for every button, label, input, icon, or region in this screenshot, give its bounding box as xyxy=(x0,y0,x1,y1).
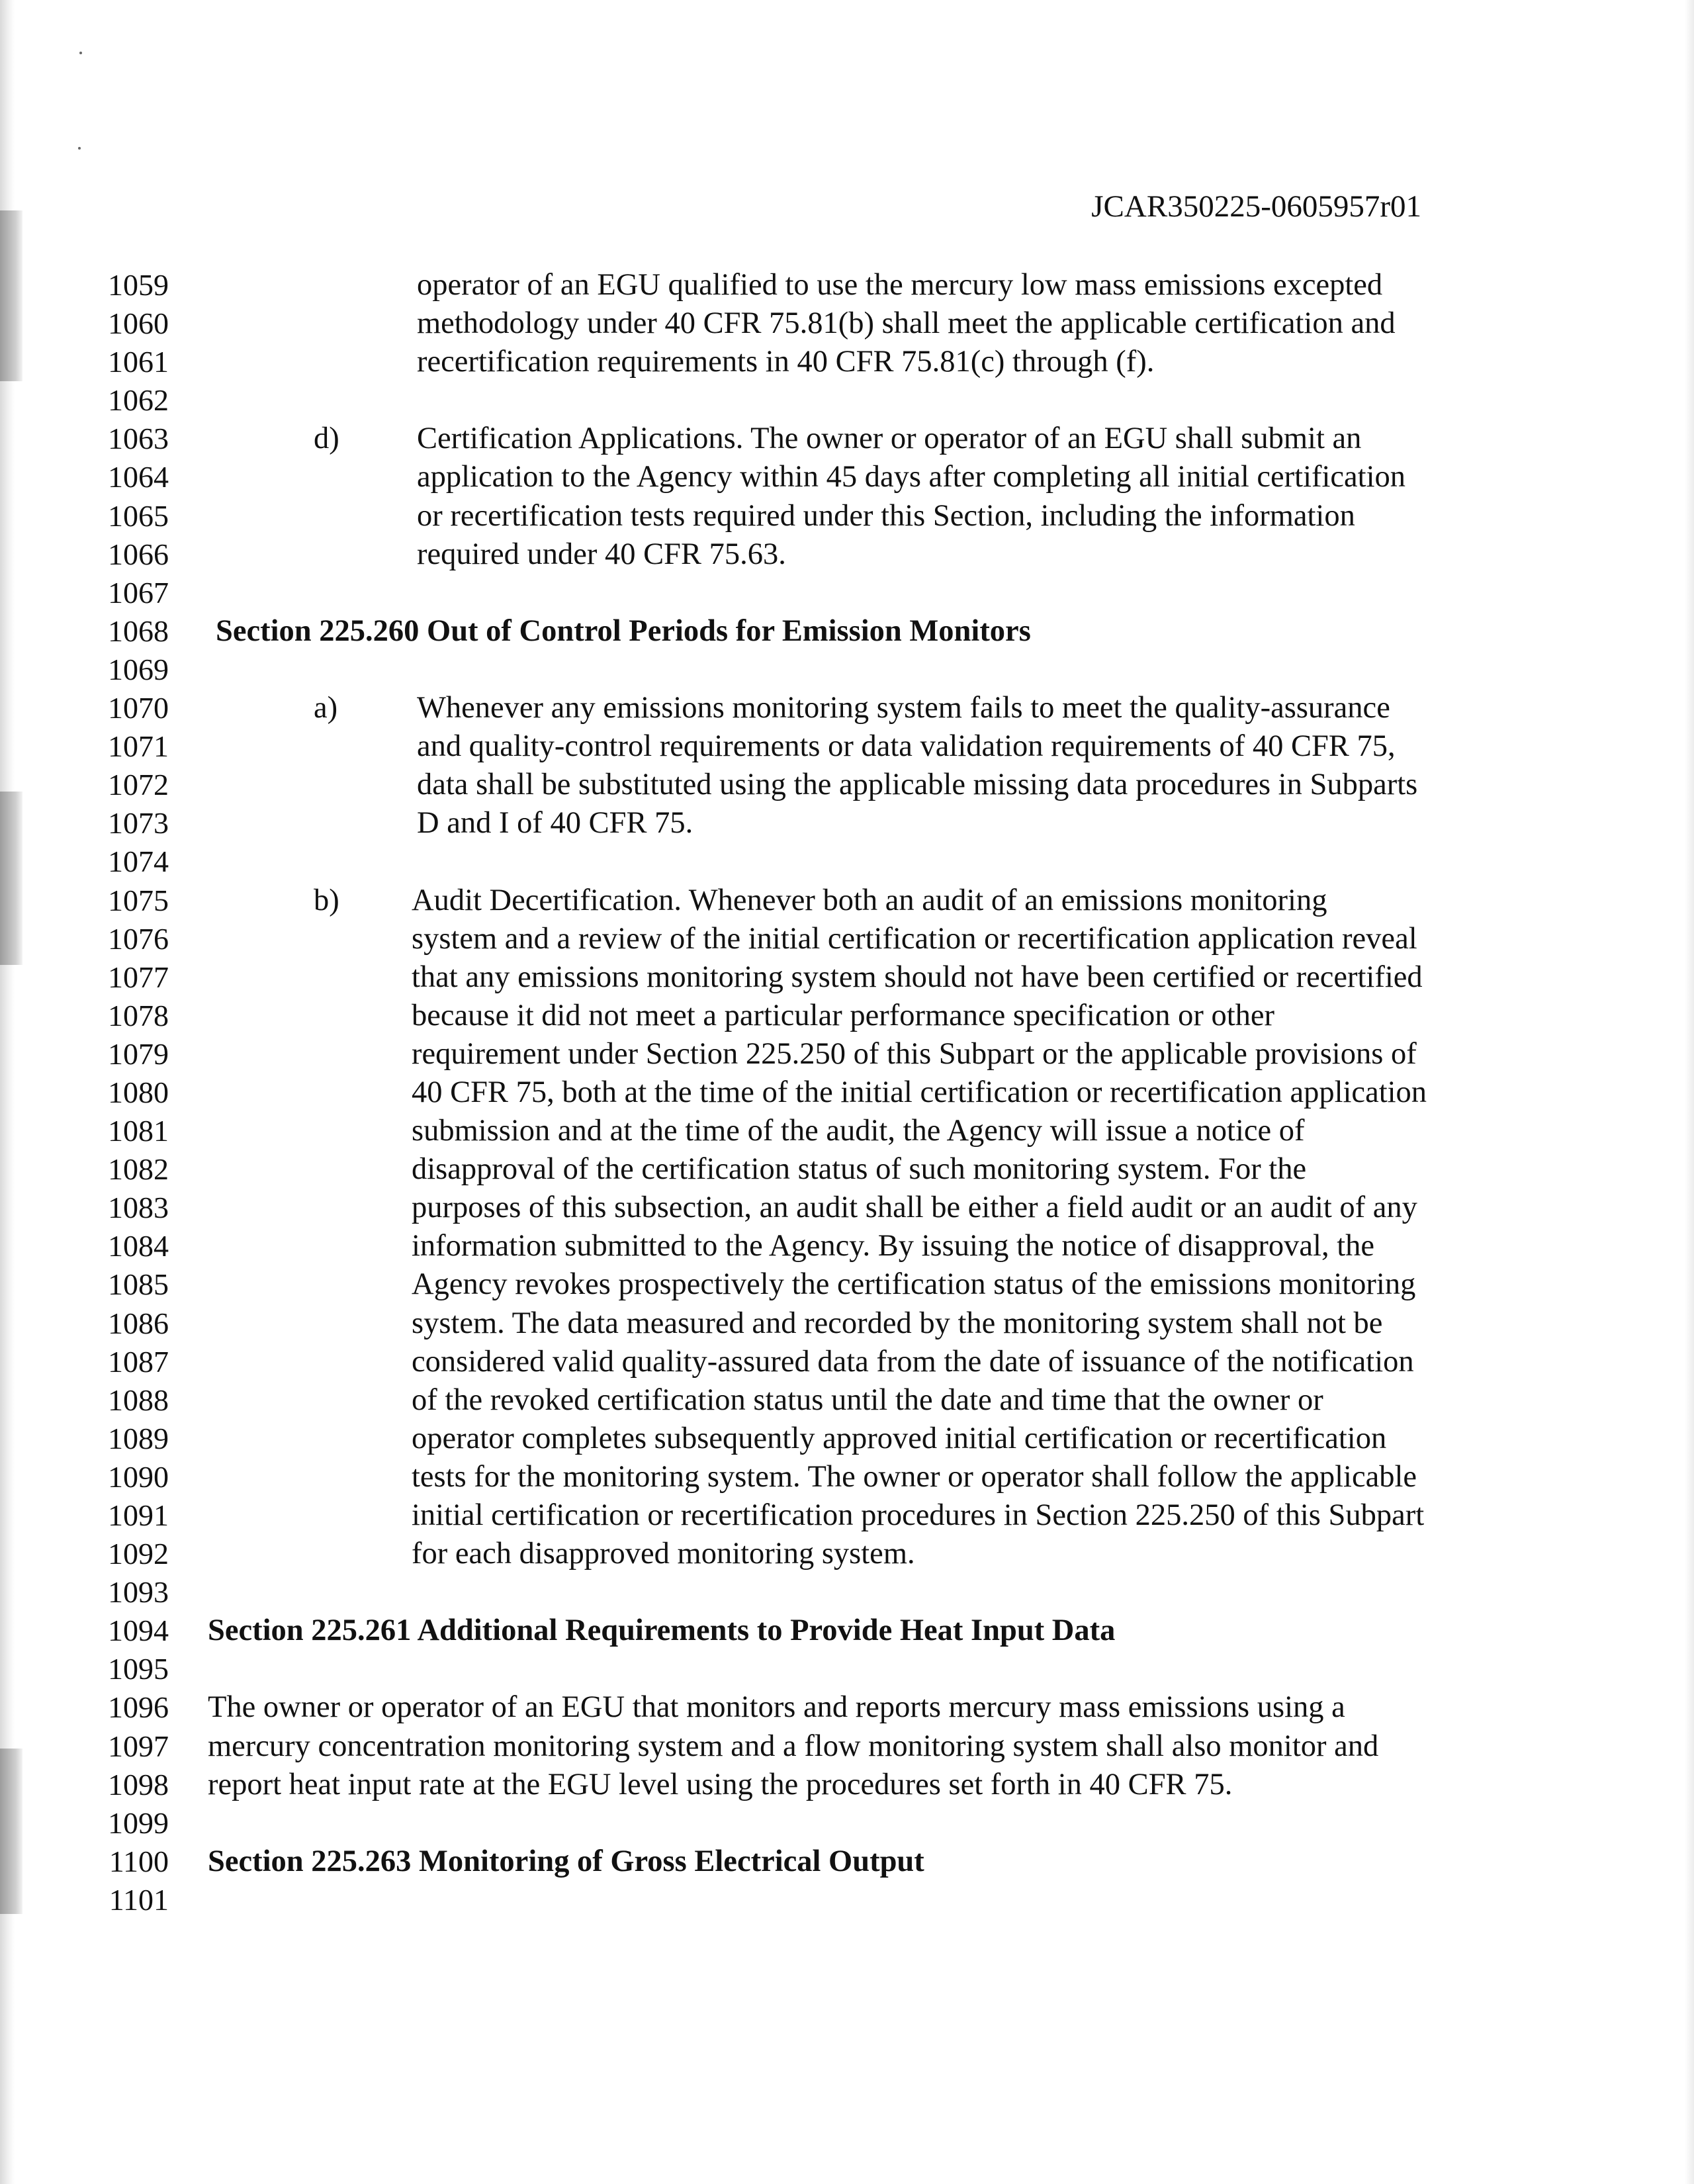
subsection-text: system and a review of the initial certification or recertification application reveal xyxy=(412,921,1417,956)
text-line xyxy=(0,1189,1694,1227)
section-heading xyxy=(0,1612,1694,1650)
line-number: 1098 xyxy=(108,1767,169,1801)
subsection-text: tests for the monitoring system. The owner or operator shall follow the applicable xyxy=(412,1459,1417,1494)
text-line xyxy=(0,997,1694,1035)
text-line xyxy=(0,1035,1694,1073)
subsection-text: information submitted to the Agency. By issuing the notice of disapproval, the xyxy=(412,1229,1375,1263)
paragraph-text: The owner or operator of an EGU that monitors and reports mercury mass emissions using a xyxy=(208,1690,1345,1725)
text-line xyxy=(0,1458,1694,1496)
line-number: 1086 xyxy=(108,1306,169,1340)
subsection-text: or recertification tests required under this Section, including the information xyxy=(417,498,1355,533)
line-number: 1078 xyxy=(108,998,169,1032)
blank-line xyxy=(0,1881,1694,1919)
text-line xyxy=(0,727,1694,766)
line-number: 1077 xyxy=(108,960,169,994)
section-heading-text: Section 225.263 Monitoring of Gross Electrical Output xyxy=(208,1844,924,1878)
text-line xyxy=(0,266,1694,304)
subsection-text: requirement under Section 225.250 of this Subpart or the applicable provisions of xyxy=(412,1036,1417,1071)
line-number: 1080 xyxy=(108,1075,169,1109)
document-body xyxy=(0,266,1694,1919)
blank-line xyxy=(0,842,1694,881)
line-number: 1072 xyxy=(108,768,169,802)
line-number: 1060 xyxy=(108,306,169,341)
text-line xyxy=(0,1535,1694,1573)
paragraph-text: report heat input rate at the EGU level using the procedures set forth in 40 CFR 75. xyxy=(208,1767,1233,1801)
line-number: 1079 xyxy=(108,1036,169,1071)
line-number: 1099 xyxy=(108,1805,169,1840)
text-line xyxy=(0,766,1694,804)
subsection-text: required under 40 CFR 75.63. xyxy=(417,537,786,571)
subsection-text: system. The data measured and recorded by the monitoring system shall not be xyxy=(412,1306,1383,1340)
line-number: 1070 xyxy=(108,691,169,725)
line-number: 1076 xyxy=(108,921,169,956)
subsection-text: D and I of 40 CFR 75. xyxy=(417,806,693,841)
subsection-text: Agency revokes prospectively the certification status of the emissions monitoring xyxy=(412,1267,1416,1302)
line-number: 1095 xyxy=(108,1652,169,1686)
subsection-text: initial certification or recertification procedures in Section 225.250 of this Subpart xyxy=(412,1498,1425,1532)
line-number: 1094 xyxy=(108,1614,169,1648)
continuation-text: recertification requirements in 40 CFR 75.81(c) through (f). xyxy=(417,345,1155,379)
continuation-text: methodology under 40 CFR 75.81(b) shall meet the applicable certification and xyxy=(417,306,1396,341)
text-line xyxy=(0,1304,1694,1343)
section-heading-text: Section 225.261 Additional Requirements to Provide Heat Input Data xyxy=(208,1614,1116,1648)
blank-line xyxy=(0,381,1694,420)
subsection-a xyxy=(0,689,1694,727)
text-line xyxy=(0,1381,1694,1420)
text-line xyxy=(0,1150,1694,1189)
subsection-marker: a) xyxy=(314,691,338,725)
subsection-marker: b) xyxy=(314,883,339,917)
text-line xyxy=(0,1766,1694,1804)
subsection-text: submission and at the time of the audit, the Agency will issue a notice of xyxy=(412,1114,1305,1148)
subsection-text: data shall be substituted using the applicable missing data procedures in Subparts xyxy=(417,768,1418,802)
subsection-text: considered valid quality-assured data from the date of issuance of the notification xyxy=(412,1344,1414,1379)
scan-speck xyxy=(78,147,81,150)
text-line xyxy=(0,1496,1694,1535)
blank-line xyxy=(0,1650,1694,1688)
document-id: JCAR350225-0605957r01 xyxy=(1091,189,1421,224)
line-number: 1075 xyxy=(108,883,169,917)
subsection-text: for each disapproved monitoring system. xyxy=(412,1537,915,1571)
subsection-text: operator completes subsequently approved initial certification or recertification xyxy=(412,1421,1387,1455)
subsection-text: Audit Decertification. Whenever both an audit of an emissions monitoring xyxy=(412,883,1327,917)
line-number: 1071 xyxy=(108,729,169,764)
section-heading-text: Section 225.260 Out of Control Periods for Emission Monitors xyxy=(216,614,1031,648)
text-line xyxy=(0,1343,1694,1381)
line-number: 1101 xyxy=(109,1882,169,1917)
line-number: 1088 xyxy=(108,1383,169,1417)
text-line xyxy=(0,497,1694,535)
line-number: 1091 xyxy=(108,1498,169,1532)
subsection-text: of the revoked certification status until the date and time that the owner or xyxy=(412,1383,1323,1417)
text-line xyxy=(0,804,1694,842)
line-number: 1081 xyxy=(108,1114,169,1148)
subsection-text: because it did not meet a particular performance specification or other xyxy=(412,998,1274,1032)
line-number: 1063 xyxy=(108,422,169,456)
line-number: 1061 xyxy=(108,345,169,379)
text-line xyxy=(0,1420,1694,1458)
paragraph-text: mercury concentration monitoring system and a flow monitoring system shall also monitor and xyxy=(208,1729,1379,1763)
text-line xyxy=(0,304,1694,343)
text-line xyxy=(0,1073,1694,1112)
blank-line xyxy=(0,651,1694,689)
line-number: 1096 xyxy=(108,1690,169,1725)
blank-line xyxy=(0,1804,1694,1843)
line-number: 1083 xyxy=(108,1191,169,1225)
subsection-marker: d) xyxy=(314,422,339,456)
text-line xyxy=(0,1227,1694,1265)
line-number: 1074 xyxy=(108,844,169,879)
line-number: 1089 xyxy=(108,1421,169,1455)
text-line xyxy=(0,1727,1694,1766)
text-line xyxy=(0,458,1694,496)
blank-line xyxy=(0,574,1694,612)
subsection-text: and quality-control requirements or data validation requirements of 40 CFR 75, xyxy=(417,729,1396,764)
line-number: 1062 xyxy=(108,383,169,418)
subsection-b xyxy=(0,882,1694,920)
line-number: 1067 xyxy=(108,575,169,610)
subsection-text: that any emissions monitoring system should not have been certified or recertified xyxy=(412,960,1423,994)
line-number: 1064 xyxy=(108,460,169,494)
subsection-text: Certification Applications. The owner or operator of an EGU shall submit an xyxy=(417,422,1362,456)
text-line xyxy=(0,1112,1694,1150)
text-line xyxy=(0,958,1694,997)
line-number: 1090 xyxy=(108,1459,169,1494)
line-number: 1087 xyxy=(108,1344,169,1379)
line-number: 1073 xyxy=(108,806,169,841)
section-heading xyxy=(0,612,1694,651)
subsection-d xyxy=(0,420,1694,458)
subsection-text: 40 CFR 75, both at the time of the initial certification or recertification application xyxy=(412,1075,1427,1109)
text-line xyxy=(0,1265,1694,1304)
line-number: 1059 xyxy=(108,268,169,302)
line-number: 1065 xyxy=(108,498,169,533)
text-line xyxy=(0,535,1694,574)
subsection-text: application to the Agency within 45 days after completing all initial certification xyxy=(417,460,1406,494)
subsection-text: disapproval of the certification status of such monitoring system. For the xyxy=(412,1152,1307,1187)
text-line xyxy=(0,1688,1694,1727)
line-number: 1066 xyxy=(108,537,169,571)
line-number: 1100 xyxy=(109,1844,169,1878)
subsection-text: purposes of this subsection, an audit shall be either a field audit or an audit of any xyxy=(412,1191,1417,1225)
subsection-text: Whenever any emissions monitoring system fails to meet the quality-assurance xyxy=(417,691,1390,725)
line-number: 1092 xyxy=(108,1537,169,1571)
line-number: 1093 xyxy=(108,1575,169,1610)
blank-line xyxy=(0,1573,1694,1612)
line-number: 1084 xyxy=(108,1229,169,1263)
line-number: 1068 xyxy=(108,614,169,648)
line-number: 1097 xyxy=(108,1729,169,1763)
line-number: 1085 xyxy=(108,1267,169,1302)
text-line xyxy=(0,343,1694,381)
section-heading xyxy=(0,1843,1694,1881)
text-line xyxy=(0,920,1694,958)
line-number: 1069 xyxy=(108,652,169,686)
scan-speck xyxy=(79,52,82,54)
line-number: 1082 xyxy=(108,1152,169,1187)
continuation-text: operator of an EGU qualified to use the mercury low mass emissions excepted xyxy=(417,268,1383,302)
